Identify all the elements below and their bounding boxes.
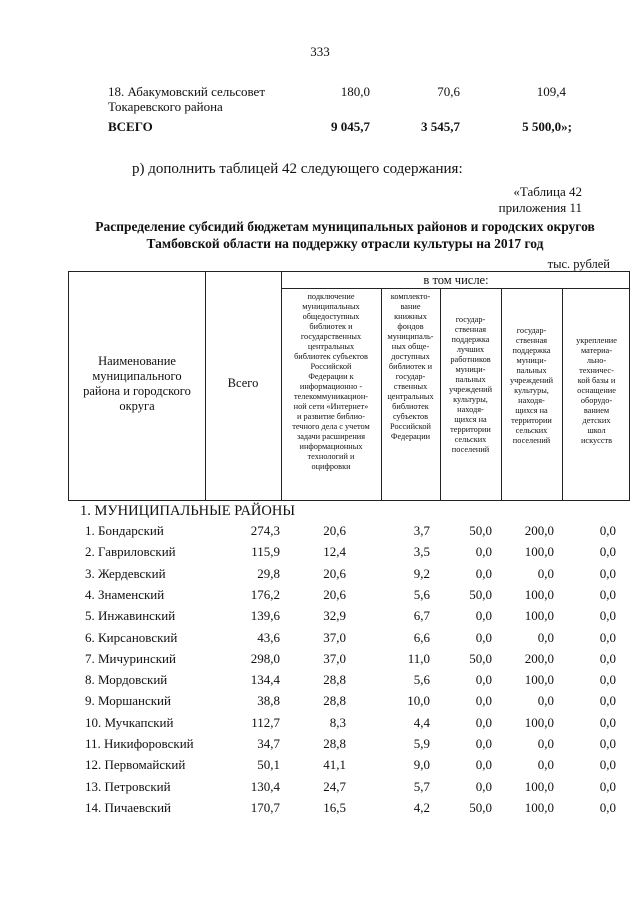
row-internet: 8,3 bbox=[329, 714, 346, 730]
header-line: льно- bbox=[586, 356, 607, 365]
table-header bbox=[68, 271, 630, 501]
table-row bbox=[0, 608, 640, 629]
row-name: 9. Моршанский bbox=[85, 693, 171, 709]
row-name: 4. Знаменский bbox=[85, 586, 165, 602]
row18-name-line1: 18. Абакумовский сельсовет bbox=[108, 84, 266, 99]
row18-value-2: 70,6 bbox=[437, 84, 460, 99]
row-total: 134,4 bbox=[250, 672, 280, 688]
row-internet: 32,9 bbox=[323, 608, 346, 624]
row-book-funds: 9,0 bbox=[413, 757, 430, 773]
row-best-workers: 0,0 bbox=[475, 565, 492, 581]
header-line: поселений bbox=[451, 445, 490, 454]
header-line: ных обще- bbox=[391, 342, 430, 351]
header-line: находя- bbox=[457, 405, 484, 414]
header-line: находя- bbox=[518, 396, 545, 405]
row-best-workers: 50,0 bbox=[469, 586, 492, 602]
row-book-funds: 4,4 bbox=[413, 714, 430, 730]
row-rural-institutions: 0,0 bbox=[537, 565, 554, 581]
row-book-funds: 11,0 bbox=[407, 650, 430, 666]
row-rural-institutions: 100,0 bbox=[524, 586, 554, 602]
table-row bbox=[0, 566, 640, 587]
header-line: сельских bbox=[454, 435, 487, 444]
header-line: муниципаль- bbox=[387, 332, 434, 341]
table-row bbox=[0, 757, 640, 778]
header-line: поддержка bbox=[512, 346, 551, 355]
row-book-funds: 4,2 bbox=[413, 799, 430, 815]
row-art-schools: 0,0 bbox=[599, 544, 616, 560]
row-name: 11. Никифоровский bbox=[85, 736, 194, 751]
header-line: оцифровки bbox=[311, 462, 351, 471]
header-line: ной сети «Интернет» bbox=[293, 402, 369, 411]
header-line: общедоступных bbox=[302, 312, 360, 321]
row-art-schools: 0,0 bbox=[599, 672, 616, 688]
row-art-schools: 0,0 bbox=[599, 757, 616, 773]
row-total: 274,3 bbox=[250, 523, 280, 538]
row-book-funds: 3,5 bbox=[413, 544, 430, 560]
header-line: государ- bbox=[455, 315, 486, 324]
header-line: книжных bbox=[394, 312, 427, 321]
header-line: детских bbox=[582, 416, 611, 425]
row18-value-1: 180,0 bbox=[340, 84, 370, 99]
table-row bbox=[0, 587, 640, 608]
row-book-funds: 3,7 bbox=[413, 523, 430, 538]
table-row bbox=[0, 715, 640, 736]
row-name: 5. Инжавинский bbox=[85, 608, 176, 624]
row-name: 7. Мичуринский bbox=[85, 650, 176, 666]
header-name-line: Наименование bbox=[98, 354, 176, 368]
row-best-workers: 0,0 bbox=[475, 736, 492, 751]
table-row bbox=[0, 693, 640, 714]
row-book-funds: 5,6 bbox=[413, 586, 430, 602]
row-best-workers: 0,0 bbox=[475, 544, 492, 560]
row18-value-3: 109,4 bbox=[536, 84, 566, 99]
header-line: информационно - bbox=[299, 382, 363, 391]
row-rural-institutions: 0,0 bbox=[537, 693, 554, 709]
row-best-workers: 0,0 bbox=[475, 672, 492, 688]
header-line: центральных bbox=[307, 342, 355, 351]
header-line: фондов bbox=[397, 322, 424, 331]
row-name: 6. Кирсановский bbox=[85, 629, 178, 645]
row-rural-institutions: 0,0 bbox=[537, 736, 554, 751]
row-art-schools: 0,0 bbox=[599, 778, 616, 794]
header-line: учреждений bbox=[509, 376, 554, 385]
table-title bbox=[60, 218, 630, 252]
row-name: 12. Первомайский bbox=[85, 757, 186, 773]
row-internet: 37,0 bbox=[323, 650, 346, 666]
row-internet: 20,6 bbox=[323, 565, 346, 581]
header-line: Российской bbox=[310, 362, 352, 371]
row-total: 112,7 bbox=[251, 714, 280, 730]
row-rural-institutions: 100,0 bbox=[524, 672, 554, 688]
row-rural-institutions: 100,0 bbox=[524, 778, 554, 794]
table-row bbox=[0, 523, 640, 544]
header-line: техничес- bbox=[579, 366, 614, 375]
row-art-schools: 0,0 bbox=[599, 714, 616, 730]
header-line: ственных bbox=[393, 382, 428, 391]
row-art-schools: 0,0 bbox=[599, 565, 616, 581]
header-line: сельских bbox=[515, 426, 548, 435]
total-value-2: 3 545,7 bbox=[421, 119, 460, 134]
row-best-workers: 0,0 bbox=[475, 757, 492, 773]
previous-total-row bbox=[108, 119, 578, 136]
header-line: ственная bbox=[515, 336, 548, 345]
total-label: ВСЕГО bbox=[108, 119, 153, 134]
row-best-workers: 0,0 bbox=[475, 608, 492, 624]
header-name-line: округа bbox=[119, 399, 155, 413]
table-reference-line1: «Таблица 42 bbox=[513, 184, 582, 199]
header-line: библиотек и bbox=[309, 322, 353, 331]
row-name: 1. Бондарский bbox=[85, 523, 164, 538]
row-rural-institutions: 0,0 bbox=[537, 757, 554, 773]
header-col-best-workers bbox=[440, 315, 501, 455]
row-total: 34,7 bbox=[257, 736, 280, 751]
row-best-workers: 0,0 bbox=[475, 693, 492, 709]
row-book-funds: 5,7 bbox=[413, 778, 430, 794]
row-internet: 16,5 bbox=[323, 799, 346, 815]
table-row bbox=[0, 779, 640, 800]
header-line: работников bbox=[450, 355, 491, 364]
header-line: учреждений bbox=[448, 385, 493, 394]
header-line: государ- bbox=[395, 372, 426, 381]
header-line: ственная bbox=[454, 325, 487, 334]
header-line: технологий и bbox=[307, 452, 355, 461]
header-col-book-funds bbox=[381, 292, 440, 442]
row-book-funds: 6,7 bbox=[413, 608, 430, 624]
row-art-schools: 0,0 bbox=[599, 523, 616, 538]
header-line: библиотек субъектов bbox=[294, 352, 368, 361]
row-internet: 41,1 bbox=[323, 757, 346, 773]
row-internet: 28,8 bbox=[323, 693, 346, 709]
row-internet: 20,6 bbox=[323, 523, 346, 538]
header-line: государ- bbox=[516, 326, 547, 335]
amendment-paragraph: р) дополнить таблицей 42 следующего содержания: bbox=[132, 161, 463, 177]
row-best-workers: 50,0 bbox=[469, 799, 492, 815]
row-book-funds: 9,2 bbox=[413, 565, 430, 581]
header-line: щихся на bbox=[454, 415, 487, 424]
header-line: информационных bbox=[299, 442, 363, 451]
header-line: муници- bbox=[455, 365, 486, 374]
row-total: 298,0 bbox=[250, 650, 280, 666]
row-internet: 20,6 bbox=[323, 586, 346, 602]
header-total-column: Всего bbox=[227, 376, 259, 390]
header-col-rural-institutions bbox=[501, 326, 562, 446]
row-rural-institutions: 100,0 bbox=[524, 608, 554, 624]
units-label: тыс. рублей bbox=[547, 257, 610, 271]
header-name-column bbox=[69, 354, 205, 414]
row-total: 176,2 bbox=[250, 586, 280, 602]
header-line: территории bbox=[450, 425, 491, 434]
row-total: 43,6 bbox=[257, 629, 280, 645]
total-value-3: 5 500,0»; bbox=[522, 119, 572, 134]
header-line: подключение bbox=[307, 292, 355, 301]
header-line: и развитие библио- bbox=[297, 412, 365, 421]
header-col-art-schools bbox=[562, 336, 631, 446]
row-total: 115,9 bbox=[251, 544, 280, 560]
row-name: 14. Пичаевский bbox=[85, 799, 171, 815]
row-rural-institutions: 100,0 bbox=[524, 544, 554, 560]
header-line: субъектов bbox=[392, 412, 429, 421]
row-art-schools: 0,0 bbox=[599, 629, 616, 645]
row-best-workers: 50,0 bbox=[469, 523, 492, 538]
row-best-workers: 50,0 bbox=[469, 650, 492, 666]
row-internet: 28,8 bbox=[323, 736, 346, 751]
row-rural-institutions: 200,0 bbox=[524, 650, 554, 666]
row-best-workers: 0,0 bbox=[475, 778, 492, 794]
total-value-1: 9 045,7 bbox=[331, 119, 370, 134]
header-line: оснащение bbox=[577, 386, 616, 395]
header-line: культуры, bbox=[453, 395, 488, 404]
table-row bbox=[0, 651, 640, 672]
header-line: библиотек bbox=[392, 402, 429, 411]
row-name: 2. Гавриловский bbox=[85, 544, 176, 560]
table-row bbox=[0, 630, 640, 651]
row-total: 38,8 bbox=[257, 693, 280, 709]
row-best-workers: 0,0 bbox=[475, 629, 492, 645]
header-col-internet bbox=[281, 292, 381, 472]
row-name: 13. Петровский bbox=[85, 778, 171, 794]
row-book-funds: 5,9 bbox=[413, 736, 430, 751]
row-name: 8. Мордовский bbox=[85, 672, 168, 688]
row-internet: 12,4 bbox=[323, 544, 346, 560]
header-line: задачи расширения bbox=[296, 432, 366, 441]
section-heading: 1. МУНИЦИПАЛЬНЫЕ РАЙОНЫ bbox=[80, 503, 295, 519]
row-internet: 24,7 bbox=[323, 778, 346, 794]
row-best-workers: 0,0 bbox=[475, 714, 492, 730]
row-total: 50,1 bbox=[257, 757, 280, 773]
table-reference bbox=[499, 184, 582, 216]
header-line: телекоммуникацион- bbox=[293, 392, 369, 401]
title-line2: Тамбовской области на поддержку отрасли культуры на 2017 год bbox=[146, 236, 544, 251]
header-line: государственных bbox=[300, 332, 362, 341]
table-row bbox=[0, 736, 640, 757]
header-line: оборудо- bbox=[580, 396, 613, 405]
row-internet: 28,8 bbox=[323, 672, 346, 688]
table-reference-line2: приложения 11 bbox=[498, 200, 582, 215]
row-art-schools: 0,0 bbox=[599, 608, 616, 624]
header-line: библиотек и bbox=[388, 362, 433, 371]
header-line: поселений bbox=[512, 436, 551, 445]
header-line: вание bbox=[400, 302, 421, 311]
page-number: 333 bbox=[310, 44, 330, 59]
header-name-line: муниципального bbox=[92, 369, 182, 383]
header-line: кой базы и bbox=[577, 376, 616, 385]
table-row bbox=[0, 544, 640, 565]
header-line: территории bbox=[511, 416, 552, 425]
header-line: пальных bbox=[516, 366, 547, 375]
row18-name-line2: Токаревского района bbox=[108, 99, 223, 114]
table-row bbox=[0, 800, 640, 821]
header-line: лучших bbox=[456, 345, 485, 354]
row-internet: 37,0 bbox=[323, 629, 346, 645]
header-line: муниципальных bbox=[302, 302, 360, 311]
header-line: течного дела с учетом bbox=[292, 422, 370, 431]
header-line: щихся на bbox=[515, 406, 548, 415]
row-name: 10. Мучкапский bbox=[85, 714, 174, 730]
header-line: комплекто- bbox=[390, 292, 431, 301]
row-rural-institutions: 200,0 bbox=[524, 523, 554, 538]
header-line: поддержка bbox=[451, 335, 490, 344]
row-book-funds: 6,6 bbox=[413, 629, 430, 645]
header-line: Российской bbox=[390, 422, 431, 431]
row-art-schools: 0,0 bbox=[599, 799, 616, 815]
row-total: 130,4 bbox=[250, 778, 280, 794]
row-art-schools: 0,0 bbox=[599, 693, 616, 709]
row-book-funds: 5,6 bbox=[413, 672, 430, 688]
header-line: искусств bbox=[580, 436, 613, 445]
row-name: 3. Жердевский bbox=[85, 565, 166, 581]
previous-row-18 bbox=[108, 84, 578, 118]
row-rural-institutions: 100,0 bbox=[524, 799, 554, 815]
row-art-schools: 0,0 bbox=[599, 586, 616, 602]
header-line: укрепление bbox=[576, 336, 617, 345]
header-line: доступных bbox=[391, 352, 430, 361]
row-total: 139,6 bbox=[250, 608, 280, 624]
header-line: школ bbox=[587, 426, 606, 435]
header-line: ванием bbox=[583, 406, 610, 415]
header-line: центральных bbox=[387, 392, 434, 401]
row-rural-institutions: 0,0 bbox=[537, 629, 554, 645]
header-including: в том числе: bbox=[423, 273, 489, 287]
row-art-schools: 0,0 bbox=[599, 736, 616, 751]
row-total: 170,7 bbox=[250, 799, 280, 815]
header-divider-horizontal bbox=[281, 288, 629, 289]
header-name-line: района и городского bbox=[83, 384, 191, 398]
row-total: 29,8 bbox=[257, 565, 280, 581]
header-line: культуры, bbox=[514, 386, 549, 395]
header-line: Федерации bbox=[390, 432, 431, 441]
row-art-schools: 0,0 bbox=[599, 650, 616, 666]
header-line: Федерации к bbox=[308, 372, 354, 381]
row-book-funds: 10,0 bbox=[407, 693, 430, 709]
table-row bbox=[0, 672, 640, 693]
title-line1: Распределение субсидий бюджетам муниципальных районов и городских округов bbox=[95, 219, 595, 234]
header-line: пальных bbox=[455, 375, 486, 384]
row-rural-institutions: 100,0 bbox=[524, 714, 554, 730]
previous-table bbox=[108, 84, 578, 136]
header-line: муници- bbox=[516, 356, 547, 365]
header-line: материа- bbox=[580, 346, 612, 355]
row18-name bbox=[108, 84, 265, 114]
